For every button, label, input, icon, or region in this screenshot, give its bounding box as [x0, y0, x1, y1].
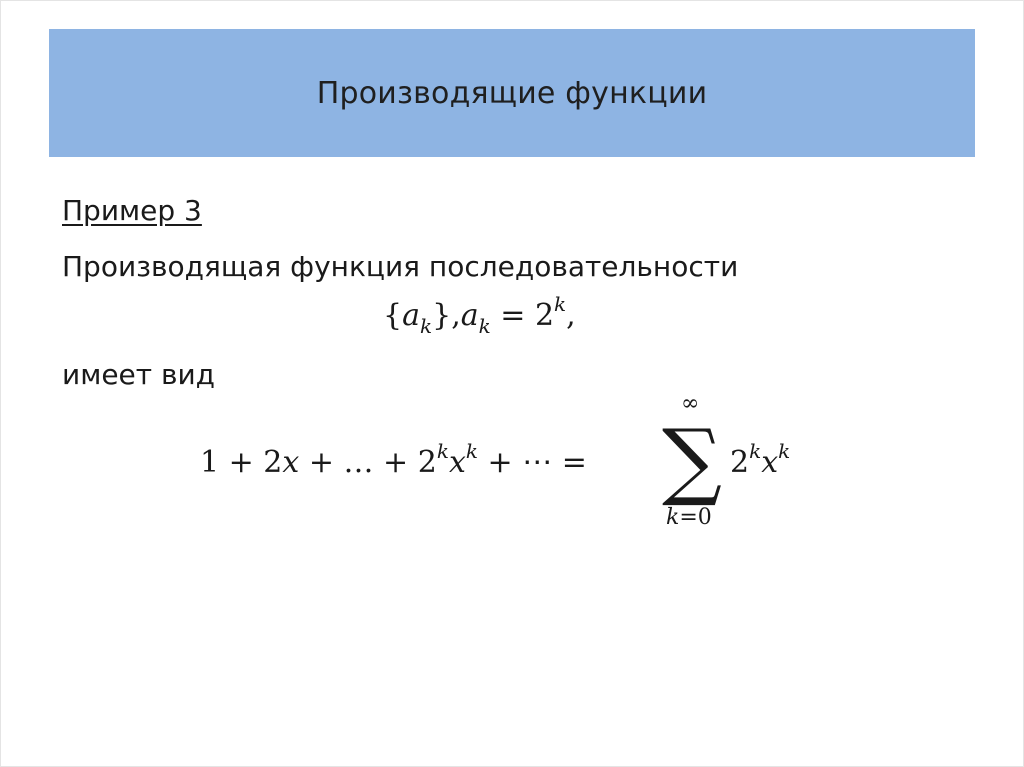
sum-upper-limit: ∞ — [681, 391, 700, 416]
slide-title: Производящие функции — [316, 75, 708, 111]
series-x2: x — [448, 445, 466, 480]
rhs-sup-k2: k — [778, 439, 791, 463]
sequence-formula — [383, 292, 576, 338]
formula1-tail: , — [566, 298, 576, 333]
series-sup-k1: k — [436, 439, 449, 463]
formula1-open: { — [383, 298, 403, 333]
sum-lower-var: k — [666, 505, 680, 530]
rhs-x: x — [761, 445, 779, 480]
title-banner — [49, 29, 975, 157]
sequence-description: Производящая функция последовательности — [62, 250, 739, 283]
sum-lower-limit — [666, 506, 712, 530]
rhs-coef: 2 — [730, 445, 750, 480]
formula1-a: a — [402, 298, 420, 333]
rhs-sup-k1: k — [749, 439, 762, 463]
example-label: Пример 3 — [62, 194, 202, 227]
series-end: + ⋯ = — [478, 445, 587, 480]
formula1-a2: a — [460, 298, 479, 333]
formula1-close: }, — [432, 298, 461, 333]
sum-lower-rest: =0 — [679, 505, 712, 530]
has-form-label: имеет вид — [62, 358, 216, 391]
formula1-subscript-k2: k — [478, 314, 491, 338]
formula1-subscript-k: k — [419, 314, 433, 338]
series-mid: + … + 2 — [299, 445, 437, 480]
series-rhs — [730, 439, 791, 480]
series-x1: x — [282, 445, 300, 480]
series-lhs — [200, 439, 587, 480]
summation-sign: ∑ — [662, 411, 722, 509]
formula1-equals: = 2 — [490, 298, 555, 333]
formula1-superscript-k: k — [554, 292, 567, 316]
series-start: 1 + 2 — [200, 445, 283, 480]
series-sup-k2: k — [465, 439, 478, 463]
